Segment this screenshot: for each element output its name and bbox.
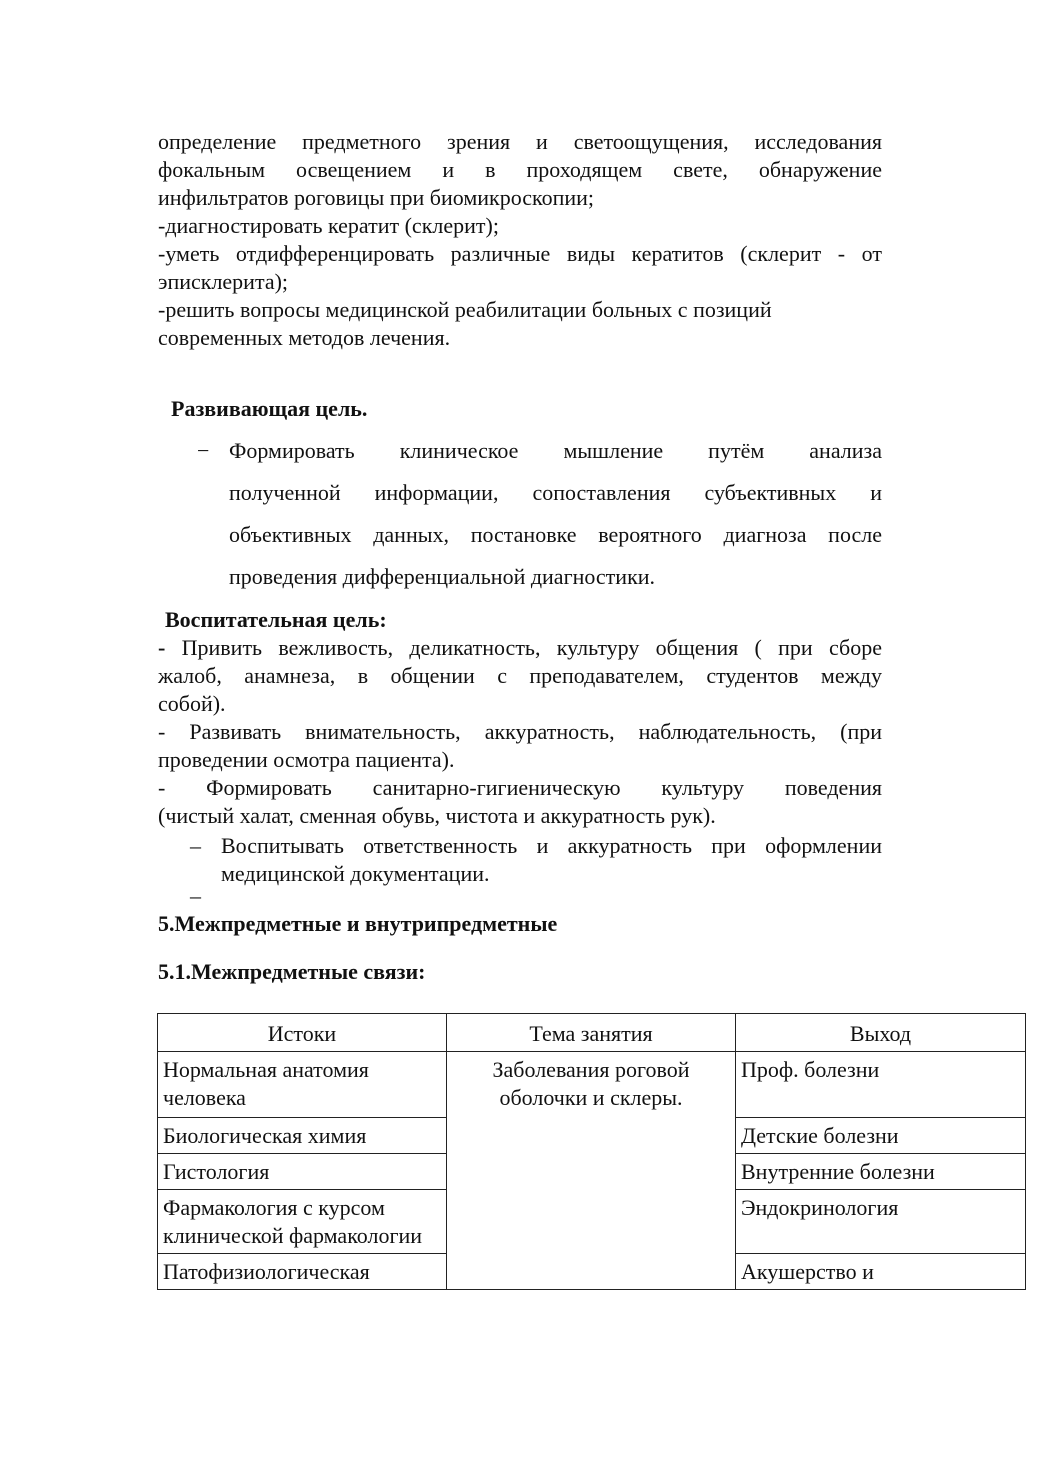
rehab-bullet-line: -решить вопросы медицинской реабилитации больных с позиций xyxy=(158,297,772,322)
section-5-heading: 5.Межпредметные и внутрипредметные xyxy=(158,911,558,936)
header-sources: Истоки xyxy=(158,1014,447,1052)
developing-line: объективных данных, постановке вероятного диагноза после xyxy=(229,522,882,547)
educational-item-4-line: Воспитывать ответственность и аккуратность при оформлении xyxy=(221,833,882,858)
differentiate-bullet-line: -уметь отдифференцировать различные виды кератитов (склерит - от xyxy=(158,241,882,266)
developing-line: проведения дифференциальной диагностики. xyxy=(229,564,656,589)
interdisciplinary-links-table xyxy=(157,1013,1026,1290)
educational-item-2-line: - Развивать внимательность, аккуратность, наблюдательность, (при xyxy=(158,719,882,744)
educational-item-1-line: жалоб, анамнеза, в общении с преподавателем, студентов между xyxy=(158,663,882,688)
educational-item-2-line: проведении осмотра пациента). xyxy=(158,747,455,772)
educational-item-4 xyxy=(221,832,882,888)
output-cell: Проф. болезни xyxy=(736,1052,1026,1118)
rehab-bullet-line: современных методов лечения. xyxy=(158,325,451,350)
table-header-row xyxy=(158,1014,1026,1052)
developing-line: Формировать клиническое мышление путём анализа xyxy=(229,438,882,463)
intro-paragraph xyxy=(158,128,882,352)
output-cell: Эндокринология xyxy=(736,1190,1026,1254)
educational-item-1-dash: - xyxy=(158,635,166,660)
educational-item-4-dash: – xyxy=(190,833,201,858)
diagnose-bullet: -диагностировать кератит (склерит); xyxy=(158,213,499,238)
source-cell: Фармакология с курсом клинической фармакологии xyxy=(158,1190,447,1254)
developing-line: полученной информации, сопоставления субъективных и xyxy=(229,480,882,505)
developing-goal-heading: Развивающая цель. xyxy=(171,396,368,421)
educational-item-1-line: - Привить вежливость, деликатность, культуру общения ( при сборе xyxy=(158,635,882,660)
source-cell: Биологическая химия xyxy=(158,1118,447,1154)
educational-goal-heading: Воспитательная цель: xyxy=(165,607,387,632)
table-row xyxy=(158,1052,1026,1118)
header-output: Выход xyxy=(736,1014,1026,1052)
source-cell: Гистология xyxy=(158,1154,447,1190)
educational-item-1-line: собой). xyxy=(158,691,226,716)
developing-goal-text xyxy=(229,430,882,598)
header-theme: Тема занятия xyxy=(447,1014,736,1052)
output-cell: Внутренние болезни xyxy=(736,1154,1026,1190)
educational-item-4-line: медицинской документации. xyxy=(221,861,490,886)
educational-goal-text xyxy=(158,634,882,830)
differentiate-bullet-line: эписклерита); xyxy=(158,269,289,294)
source-cell: Патофизиологическая xyxy=(158,1254,447,1290)
developing-dash: − xyxy=(197,438,210,463)
intro-line: инфильтратов роговицы при биомикроскопии; xyxy=(158,185,595,210)
empty-list-dash: – xyxy=(190,883,201,908)
output-cell: Акушерство и xyxy=(736,1254,1026,1290)
source-cell: Нормальная анатомия человека xyxy=(158,1052,447,1118)
section-5-1-heading: 5.1.Межпредметные связи: xyxy=(158,959,426,984)
intro-line: фокальным освещением и в проходящем свете, обнаружение xyxy=(158,157,882,182)
educational-item-3-line: - Формировать санитарно-гигиеническую культуру поведения xyxy=(158,775,882,800)
theme-cell: Заболевания роговой оболочки и склеры. xyxy=(447,1052,736,1290)
educational-item-3-line: (чистый халат, сменная обувь, чистота и аккуратность рук). xyxy=(158,803,716,828)
intro-line: определение предметного зрения и светоощущения, исследования xyxy=(158,129,882,154)
output-cell: Детские болезни xyxy=(736,1118,1026,1154)
